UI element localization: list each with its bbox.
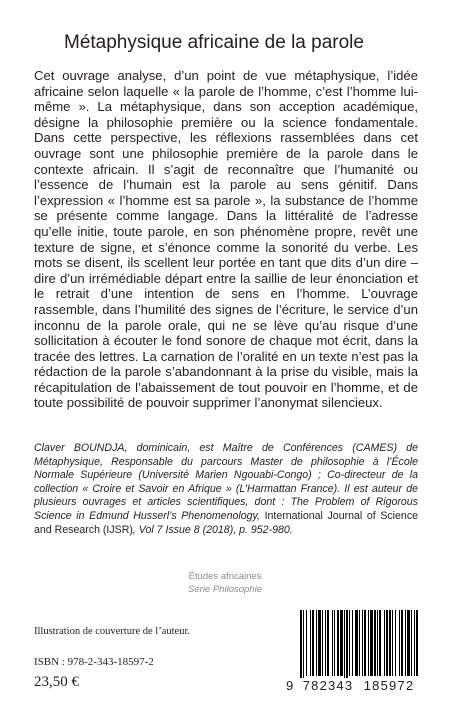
barcode-group-1: 782343 <box>302 678 354 693</box>
barcode-bar <box>337 610 339 676</box>
barcode-bar <box>407 610 410 676</box>
summary-paragraph: Cet ouvrage analyse, d’un point de vue métaphysique, l’idée africaine selon laquelle « la parole de l’homme, c’est l’homme lui-même ». La métaphysique, dans son acception académique, désigne la philosophie première ou la science fondamentale. Dans cette perspective, les réflexions rassemblées dans cet ouvrage sont une philosophie première de la parole dans le contexte africain. Il s’agit de reconnaître que l’humanité ou l’essence de l’humain est la parole au sens génitif. Dans l’expression « l’homme est sa parole », la substance de l’homme se présente comme langage. Dans la littéralité de l’adresse qu’elle initie, toute parole, en son phénomène propre, revêt une texture de signe, et s’énonce comme la sonorité du verbe. Les mots se disent, ils scellent leur portée en tant que dits d’un dire – dire d’un irrémédiable départ entre la saillie de leur énonciation et le retrait d’une intention de sens en l’homme. L’ouvrage rassemble, dans l’humilité des signes de l’écriture, le service d’un inconnu de la parole orale, qui ne se lève qu’au risque d’une sollicitation à écouter le fond sonore de chaque mot écrit, dans la tracée des lettres. La carnation de l’oralité en un texte n’est pas la rédaction de la parole s’abandonnant à la prise du visible, mais la récapitulation de l’abaissement de tout pouvoir en l’homme, et de toute possibilité de pouvoir supprimer l’anonymat silencieux. <box>34 68 418 411</box>
barcode-bar <box>399 610 400 676</box>
isbn: ISBN : 978-2-343-18597-2 <box>34 656 154 668</box>
barcode-bar <box>405 610 406 676</box>
barcode-digits <box>286 678 424 693</box>
barcode-bar <box>411 610 412 676</box>
barcode-bar <box>364 610 366 676</box>
barcode-bar <box>316 610 317 676</box>
barcode-bar <box>352 610 353 676</box>
back-cover-summary <box>34 68 418 411</box>
author-bio-reference: , Vol 7 Issue 8 (2018), p. 952-980. <box>132 523 293 536</box>
barcode-bar <box>355 610 358 676</box>
price: 23,50 € <box>34 674 79 690</box>
barcode-bar <box>325 610 326 676</box>
author-bio-text: Claver BOUNDJA, dominicain, est Maître de Conférences (CAMES) de Métaphysique, Responsable du parcours Master de philosophie à l’École Normale Supérieure (Université Marien Ngouabi-Congo) ; Co-directeur de la collection « Croire et Savoir en Afrique » (L’Harmattan France). Il est auteur de plusieurs ouvrages et articles scientifiques, dont : The Problem of Rigorous Science in Edmund Husserl’s Phenomenology, <box>34 442 418 522</box>
barcode-group-2: 185972 <box>363 678 415 693</box>
barcode-bar <box>327 610 329 676</box>
barcode-bar <box>384 610 385 676</box>
series-subseries: Série Philosophie <box>188 584 262 595</box>
barcode-bar <box>300 610 302 678</box>
book-title: Métaphysique africaine de la parole <box>64 31 364 53</box>
barcode-bar <box>334 610 335 676</box>
series-block <box>0 570 450 596</box>
barcode-bars <box>286 608 424 678</box>
barcode <box>286 608 424 694</box>
barcode-first-digit: 9 <box>286 678 295 693</box>
series-name: Études africaines <box>188 571 262 582</box>
barcode-bar <box>368 610 369 676</box>
cover-credit: Illustration de couverture de l’auteur. <box>34 626 190 637</box>
barcode-bar <box>401 610 403 676</box>
barcode-bar <box>344 610 345 678</box>
barcode-bar <box>318 610 321 676</box>
barcode-bar <box>374 610 376 676</box>
author-bio <box>34 442 418 537</box>
barcode-bar <box>306 610 307 676</box>
barcode-bar <box>303 610 304 678</box>
barcode-bar <box>392 610 393 676</box>
barcode-bar <box>414 610 415 676</box>
barcode-bar <box>340 610 343 676</box>
barcode-bar <box>370 610 373 676</box>
barcode-bar <box>359 610 360 676</box>
barcode-bar <box>362 610 363 676</box>
barcode-bar <box>395 610 396 676</box>
barcode-bar <box>312 610 314 676</box>
barcode-bar <box>332 610 333 676</box>
barcode-bar <box>377 610 378 676</box>
barcode-bar <box>389 610 391 676</box>
barcode-bar <box>386 610 388 676</box>
author-bio-journal: International Journal of Science and Research (IJSR) <box>34 509 419 536</box>
barcode-bar <box>310 610 311 676</box>
barcode-bar <box>349 610 350 676</box>
barcode-bar <box>379 610 381 676</box>
barcode-bar <box>416 610 418 676</box>
barcode-bar <box>346 610 348 678</box>
barcode-bar <box>322 610 323 676</box>
